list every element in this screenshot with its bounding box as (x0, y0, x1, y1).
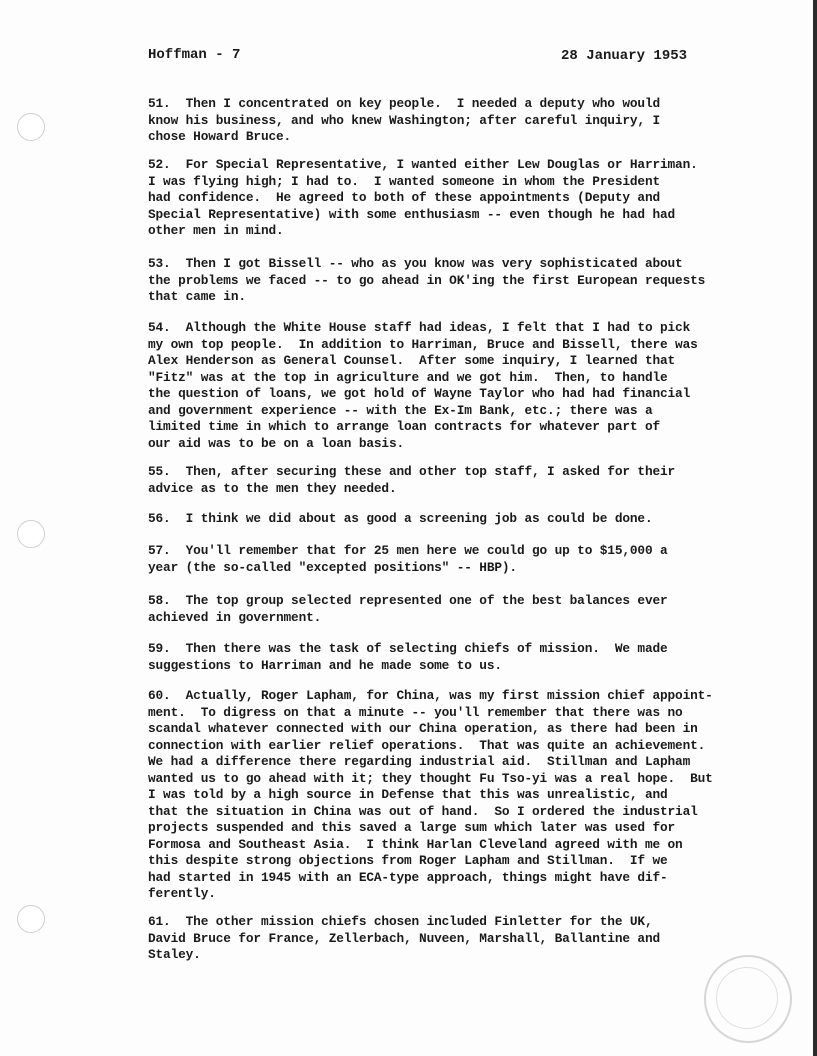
paragraph-line: the problems we faced -- to go ahead in OK'ing the first European requests (148, 272, 706, 288)
paragraph-line: this despite strong objections from Roger Lapham and Stillman. If we (148, 853, 668, 868)
paragraph-line: projects suspended and this saved a large sum which later was used for (148, 820, 676, 835)
paragraph-line: had started in 1945 with an ECA-type approach, things might have dif- (148, 869, 668, 885)
paragraph (148, 320, 698, 452)
paragraph-line: Special Representative) with some enthusiasm -- even though he had had (148, 206, 676, 222)
paragraph (148, 96, 660, 146)
paragraph-line: limited time in which to arrange loan contracts for whatever part of (148, 419, 660, 434)
paragraph-line: 54. Although the White House staff had ideas, I felt that I had to pick (148, 320, 691, 335)
paragraph (148, 157, 698, 240)
paragraph-line: connection with earlier relief operations. That was quite an achievement. (148, 737, 706, 753)
paragraph-line: know his business, and who knew Washington; after careful inquiry, I (148, 112, 660, 128)
paragraph (148, 464, 675, 497)
page-header-date: 28 January 1953 (561, 48, 688, 64)
paragraph-line: Staley. (148, 947, 201, 962)
paragraph-line: achieved in government. (148, 609, 322, 625)
paragraph-line: "Fitz" was at the top in agriculture and we got him. Then, to handle (148, 369, 668, 385)
paragraph-line: that the situation in China was out of hand. So I ordered the industrial (148, 803, 698, 819)
paragraph-line: our aid was to be on a loan basis. (148, 435, 404, 451)
paragraph-line: ferently. (148, 886, 216, 901)
paragraph-line: 52. For Special Representative, I wanted either Lew Douglas or Harriman. (148, 157, 698, 172)
paragraph-line: suggestions to Harriman and he made some to us. (148, 657, 502, 673)
paragraph-line: 53. Then I got Bissell -- who as you know was very sophisticated about (148, 256, 683, 271)
paragraph-line: year (the so-called "excepted positions" -- HBP). (148, 559, 517, 575)
paragraph-line: Alex Henderson as General Counsel. After some inquiry, I learned that (148, 353, 676, 368)
paragraph-line: 51. Then I concentrated on key people. I needed a deputy who would (148, 96, 660, 111)
paragraph-line: chose Howard Bruce. (148, 129, 292, 144)
paragraph-line: advice as to the men they needed. (148, 480, 397, 496)
library-stamp (704, 955, 792, 1043)
paragraph (148, 641, 668, 674)
paragraph-line: ment. To digress on that a minute -- you'll remember that there was no (148, 704, 683, 720)
paragraph (148, 543, 668, 576)
paragraph-line: other men in mind. (148, 223, 284, 238)
paragraph-line: I was flying high; I had to. I wanted someone in whom the President (148, 173, 660, 189)
paragraph-line: 56. I think we did about as good a screening job as could be done. (148, 511, 653, 526)
paragraph-line: 59. Then there was the task of selecting chiefs of mission. We made (148, 641, 668, 656)
paragraph-line: that came in. (148, 289, 246, 304)
paragraph-line: my own top people. In addition to Harriman, Bruce and Bissell, there was (148, 336, 698, 352)
paragraph-line: 61. The other mission chiefs chosen included Finletter for the UK, (148, 914, 653, 929)
page-header-name: Hoffman - 7 (148, 47, 241, 63)
paragraph-line: 55. Then, after securing these and other top staff, I asked for their (148, 464, 676, 479)
punch-hole-bottom (17, 905, 45, 933)
punch-hole-top (17, 113, 45, 141)
paragraph (148, 593, 668, 626)
paragraph (148, 511, 652, 528)
paragraph-line: Formosa and Southeast Asia. I think Harlan Cleveland agreed with me on (148, 836, 683, 852)
paragraph-line: I was told by a high source in Defense that this was unrealistic, and (148, 787, 668, 802)
paragraph-line: We had a difference there regarding industrial aid. Stillman and Lapham (148, 754, 691, 769)
paragraph-line: the question of loans, we got hold of Wayne Taylor who had had financial (148, 386, 691, 401)
paragraph (148, 914, 660, 964)
punch-hole-middle (17, 520, 45, 548)
paragraph-line: and government experience -- with the Ex-Im Bank, etc.; there was a (148, 402, 653, 418)
paragraph-line: 58. The top group selected represented one of the best balances ever (148, 593, 668, 608)
paragraph (148, 688, 713, 903)
paragraph-line: David Bruce for France, Zellerbach, Nuveen, Marshall, Ballantine and (148, 930, 660, 946)
paragraph-line: 57. You'll remember that for 25 men here we could go up to $15,000 a (148, 543, 668, 558)
paragraph-line: wanted us to go ahead with it; they thought Fu Tso-yi was a real hope. But (148, 770, 713, 786)
library-stamp-inner-ring (716, 967, 778, 1029)
paragraph-line: 60. Actually, Roger Lapham, for China, was my first mission chief appoint- (148, 688, 713, 703)
paragraph-line: had confidence. He agreed to both of these appointments (Deputy and (148, 190, 660, 205)
paragraph-line: scandal whatever connected with our China operation, as there had been in (148, 721, 698, 736)
page-edge (813, 0, 817, 1056)
paragraph (148, 256, 705, 306)
